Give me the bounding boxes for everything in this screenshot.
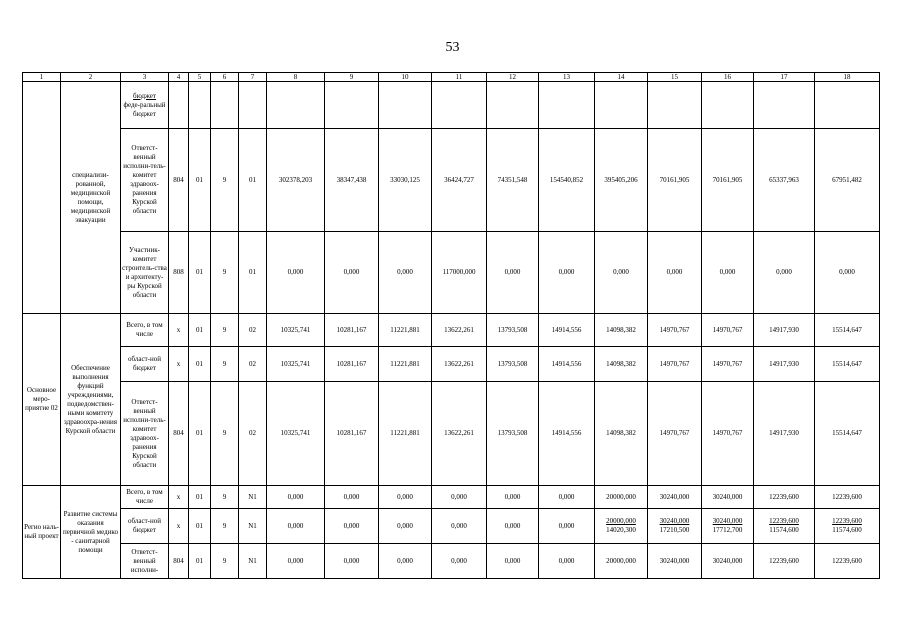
value-cell: 14970,767	[702, 314, 754, 347]
value-cell-split	[648, 509, 702, 544]
value-cell: 12239,600	[815, 544, 880, 579]
code-cell: 02	[239, 314, 267, 347]
header-cell: 7	[239, 73, 267, 82]
value-cell: 13793,508	[487, 347, 539, 382]
value-cell-split	[754, 509, 815, 544]
code-cell: 9	[211, 314, 239, 347]
header-row	[23, 73, 880, 82]
header-cell: 9	[325, 73, 379, 82]
header-cell: 6	[211, 73, 239, 82]
value-cell: 12239,600	[754, 486, 815, 509]
value-cell: 14917,930	[754, 314, 815, 347]
header-cell: 17	[754, 73, 815, 82]
value-cell: 10281,167	[325, 382, 379, 486]
value-cell: 11574,600	[769, 526, 799, 534]
value-cell: 30240,000	[702, 486, 754, 509]
value-cell: 0,000	[432, 486, 487, 509]
code-cell: 9	[211, 382, 239, 486]
value-cell-split	[595, 509, 648, 544]
value-cell: 15514,647	[815, 314, 880, 347]
code-cell: 02	[239, 347, 267, 382]
header-cell: 4	[169, 73, 189, 82]
page-number: 53	[445, 40, 460, 55]
code-cell: N1	[239, 509, 267, 544]
code-cell: 9	[211, 129, 239, 232]
code-cell: 9	[211, 486, 239, 509]
source-label: феде-ральный бюджет	[123, 100, 166, 118]
value-cell: 38347,438	[325, 129, 379, 232]
value-cell: 15514,647	[815, 347, 880, 382]
source-label: бюджет	[133, 91, 156, 100]
source-cell	[121, 82, 169, 129]
value-cell: 0,000	[487, 486, 539, 509]
value-cell: 14970,767	[702, 382, 754, 486]
value-cell: 0,000	[539, 509, 595, 544]
budget-table	[22, 72, 880, 579]
table-row	[23, 232, 880, 314]
code-cell: 01	[189, 347, 211, 382]
value-cell: 0,000	[539, 486, 595, 509]
code-cell: 01	[239, 232, 267, 314]
table-row	[23, 347, 880, 382]
value-cell: 17210,500	[659, 526, 690, 534]
table-row	[23, 314, 880, 347]
table-row	[23, 509, 880, 544]
source-label: област-ной бюджет	[121, 509, 169, 544]
header-cell: 1	[23, 73, 61, 82]
code-cell: 804	[169, 382, 189, 486]
code-cell: 9	[211, 347, 239, 382]
measure-type: Основное меро-приятие 02	[23, 314, 61, 486]
value-cell: 14098,382	[595, 314, 648, 347]
code-cell: 01	[189, 509, 211, 544]
value-cell: 30240,000	[648, 544, 702, 579]
value-cell: 0,000	[754, 232, 815, 314]
value-cell: 395405,206	[595, 129, 648, 232]
value-cell: 0,000	[539, 544, 595, 579]
code-cell: 01	[189, 232, 211, 314]
measure-type: Регио наль-ный проект	[23, 486, 61, 579]
source-label: Участник-комитет строитель-ства и архитекту-ры Курской области	[121, 232, 169, 314]
value-cell: 14970,767	[702, 347, 754, 382]
value-cell: 0,000	[379, 544, 432, 579]
header-cell: 8	[267, 73, 325, 82]
value-cell: 13622,261	[432, 382, 487, 486]
measure-name: специализи-рованной, медицинской помощи, медицинской эвакуации	[61, 82, 121, 314]
value-cell: 15514,647	[815, 382, 880, 486]
code-cell: 804	[169, 544, 189, 579]
code-cell: N1	[239, 544, 267, 579]
value-cell: 10325,741	[267, 314, 325, 347]
value-cell: 20000,000	[595, 544, 648, 579]
code-cell: 01	[189, 129, 211, 232]
value-cell: 74351,548	[487, 129, 539, 232]
value-cell: 0,000	[267, 486, 325, 509]
value-cell: 11221,881	[379, 382, 432, 486]
value-cell: 13793,508	[487, 314, 539, 347]
value-cell: 302378,203	[267, 129, 325, 232]
value-cell: 0,000	[595, 232, 648, 314]
value-cell: 14098,382	[595, 347, 648, 382]
source-label: Всего, в том числе	[121, 486, 169, 509]
value-cell: 30240,000	[702, 544, 754, 579]
code-cell: N1	[239, 486, 267, 509]
value-cell: 12239,600	[769, 517, 799, 525]
value-cell: 12239,600	[754, 544, 815, 579]
header-cell: 15	[648, 73, 702, 82]
value-cell: 0,000	[267, 509, 325, 544]
header-cell: 5	[189, 73, 211, 82]
value-cell: 67951,482	[815, 129, 880, 232]
header-cell: 18	[815, 73, 880, 82]
code-cell: 804	[169, 129, 189, 232]
value-cell: 65337,963	[754, 129, 815, 232]
table-row	[23, 382, 880, 486]
value-cell: 33030,125	[379, 129, 432, 232]
value-cell: 11574,600	[832, 526, 862, 534]
table-row	[23, 486, 880, 509]
table-row	[23, 129, 880, 232]
value-cell: 70161,905	[702, 129, 754, 232]
value-cell: 11221,881	[379, 347, 432, 382]
measure-name: Обеспечение выполнения функций учреждениями, подведомствен-ными комитету здравоохра-нения Курской области	[61, 314, 121, 486]
value-cell: 14914,556	[539, 347, 595, 382]
cell-col1	[23, 82, 61, 314]
code-cell: 02	[239, 382, 267, 486]
code-cell: 01	[239, 129, 267, 232]
source-label: Всего, в том числе	[121, 314, 169, 347]
header-cell: 11	[432, 73, 487, 82]
value-cell: 0,000	[487, 544, 539, 579]
value-cell: 10281,167	[325, 314, 379, 347]
code-cell: 808	[169, 232, 189, 314]
value-cell: 0,000	[702, 232, 754, 314]
source-label: Ответст-венный исполни-тель- комитет здравоох-ранения Курской области	[121, 129, 169, 232]
source-label: Ответст-венный исполни-тель- комитет здравоох-ранения Курской области	[121, 382, 169, 486]
value-cell: 0,000	[432, 544, 487, 579]
value-cell-split	[815, 509, 880, 544]
value-cell: 0,000	[325, 509, 379, 544]
code-cell: 9	[211, 232, 239, 314]
value-cell: 14914,556	[539, 314, 595, 347]
value-cell: 14970,767	[648, 347, 702, 382]
value-cell: 14917,930	[754, 347, 815, 382]
code-cell: x	[169, 347, 189, 382]
value-cell: 10325,741	[267, 347, 325, 382]
value-cell: 10281,167	[325, 347, 379, 382]
value-cell: 20000,000	[595, 486, 648, 509]
code-cell: x	[169, 486, 189, 509]
value-cell: 10325,741	[267, 382, 325, 486]
code-cell: 01	[189, 486, 211, 509]
value-cell: 12239,600	[832, 517, 862, 525]
value-cell: 0,000	[325, 544, 379, 579]
value-cell: 0,000	[648, 232, 702, 314]
header-cell: 16	[702, 73, 754, 82]
code-cell: 01	[189, 544, 211, 579]
header-cell: 2	[61, 73, 121, 82]
value-cell: 0,000	[487, 509, 539, 544]
value-cell: 14098,382	[595, 382, 648, 486]
value-cell: 0,000	[539, 232, 595, 314]
value-cell: 11221,881	[379, 314, 432, 347]
value-cell: 0,000	[487, 232, 539, 314]
code-cell: x	[169, 509, 189, 544]
code-cell: x	[169, 314, 189, 347]
code-cell: 01	[189, 314, 211, 347]
value-cell: 13622,261	[432, 314, 487, 347]
value-cell: 0,000	[325, 486, 379, 509]
value-cell: 20000,000	[606, 517, 636, 525]
value-cell: 14020,300	[606, 526, 636, 534]
code-cell: 9	[211, 544, 239, 579]
table-row	[23, 544, 880, 579]
value-cell: 0,000	[267, 232, 325, 314]
source-label: област-ной бюджет	[121, 347, 169, 382]
value-cell: 0,000	[379, 232, 432, 314]
header-cell: 13	[539, 73, 595, 82]
value-cell: 30240,000	[648, 486, 702, 509]
code-cell: 9	[211, 509, 239, 544]
header-cell: 14	[595, 73, 648, 82]
value-cell: 30240,000	[712, 517, 743, 525]
header-cell: 3	[121, 73, 169, 82]
value-cell: 36424,727	[432, 129, 487, 232]
value-cell: 14970,767	[648, 382, 702, 486]
value-cell: 17712,700	[712, 526, 743, 534]
value-cell: 0,000	[815, 232, 880, 314]
header-cell: 12	[487, 73, 539, 82]
code-cell: 01	[189, 382, 211, 486]
value-cell: 154540,852	[539, 129, 595, 232]
value-cell: 0,000	[267, 544, 325, 579]
source-label: Ответст-венный исполни-	[121, 544, 169, 579]
value-cell: 13793,508	[487, 382, 539, 486]
value-cell: 0,000	[325, 232, 379, 314]
value-cell: 30240,000	[659, 517, 690, 525]
value-cell: 117000,000	[432, 232, 487, 314]
value-cell: 14917,930	[754, 382, 815, 486]
value-cell: 0,000	[379, 486, 432, 509]
table-row	[23, 82, 880, 129]
value-cell: 14970,767	[648, 314, 702, 347]
value-cell: 0,000	[379, 509, 432, 544]
value-cell: 12239,600	[815, 486, 880, 509]
measure-name: Развитие системы оказания первичной медико - санитарной помощи	[61, 486, 121, 579]
value-cell: 14914,556	[539, 382, 595, 486]
header-cell: 10	[379, 73, 432, 82]
value-cell: 0,000	[432, 509, 487, 544]
value-cell: 70161,905	[648, 129, 702, 232]
value-cell: 13622,261	[432, 347, 487, 382]
value-cell-split	[702, 509, 754, 544]
